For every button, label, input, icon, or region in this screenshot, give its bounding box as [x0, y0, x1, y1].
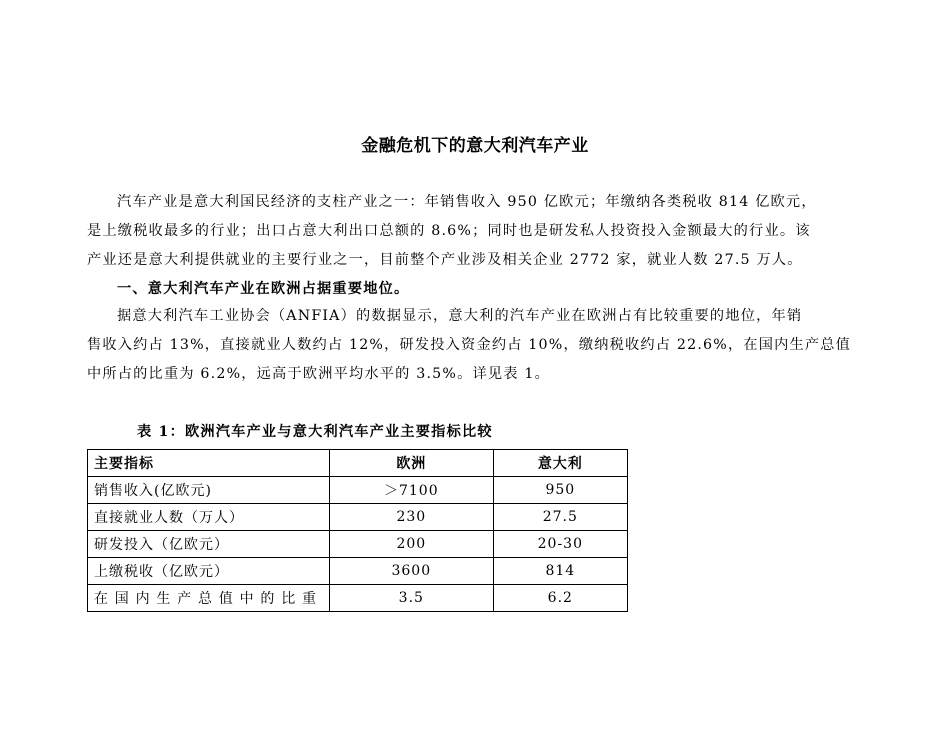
- intro-line: 产业还是意大利提供就业的主要行业之一，目前整个产业涉及相关企业 2772 家，就业人数 27.5 万人。: [87, 252, 803, 268]
- section-line: 售收入约占 13%，直接就业人数约占 12%，研发投入资金约占 10%，缴纳税收约占 22.6%，在国内生产总值: [87, 337, 852, 353]
- table-row: [88, 531, 628, 558]
- document-title: 金融危机下的意大利汽车产业: [361, 136, 589, 156]
- table-cell: 200: [329, 531, 493, 558]
- comparison-table: [87, 449, 628, 612]
- section-line: 据意大利汽车工业协会（ANFIA）的数据显示，意大利的汽车产业在欧洲占有比较重要的地位，年销: [117, 308, 803, 324]
- table-cell: 3.5: [329, 585, 493, 612]
- table-header-row: [88, 450, 628, 477]
- table-cell: 销售收入(亿欧元): [88, 477, 330, 504]
- table-cell: 6.2: [493, 585, 627, 612]
- table-cell: 上缴税收（亿欧元）: [88, 558, 330, 585]
- table-row: [88, 477, 628, 504]
- intro-line: 汽车产业是意大利国民经济的支柱产业之一：年销售收入 950 亿欧元；年缴纳各类税收 814 亿欧元，: [117, 194, 817, 210]
- table-row: [88, 504, 628, 531]
- section-line: 中所占的比重为 6.2%，远高于欧洲平均水平的 3.5%。详见表 1。: [87, 366, 550, 382]
- section-heading: 一、意大利汽车产业在欧洲占据重要地位。: [117, 281, 410, 297]
- table-cell: 20-30: [493, 531, 627, 558]
- table-cell: 950: [493, 477, 627, 504]
- table-header-cell: 主要指标: [88, 450, 330, 477]
- intro-line: 是上缴税收最多的行业；出口占意大利出口总额的 8.6%；同时也是研发私人投资投入金额最大的行业。该: [87, 223, 811, 239]
- table-cell: 直接就业人数（万人）: [88, 504, 330, 531]
- table-cell: 814: [493, 558, 627, 585]
- table-row: [88, 558, 628, 585]
- table-caption: 表 1：欧洲汽车产业与意大利汽车产业主要指标比较: [137, 424, 493, 440]
- table-cell: 在国内生产总值中的比重: [88, 585, 330, 612]
- section-paragraph: [87, 302, 867, 389]
- table-cell: 27.5: [493, 504, 627, 531]
- table-cell: 230: [329, 504, 493, 531]
- intro-paragraph: [87, 188, 867, 275]
- table-cell: ＞7100: [329, 477, 493, 504]
- table-cell: 研发投入（亿欧元）: [88, 531, 330, 558]
- table-header-cell: 意大利: [493, 450, 627, 477]
- table-row: [88, 585, 628, 612]
- table-header-cell: 欧洲: [329, 450, 493, 477]
- table-cell: 3600: [329, 558, 493, 585]
